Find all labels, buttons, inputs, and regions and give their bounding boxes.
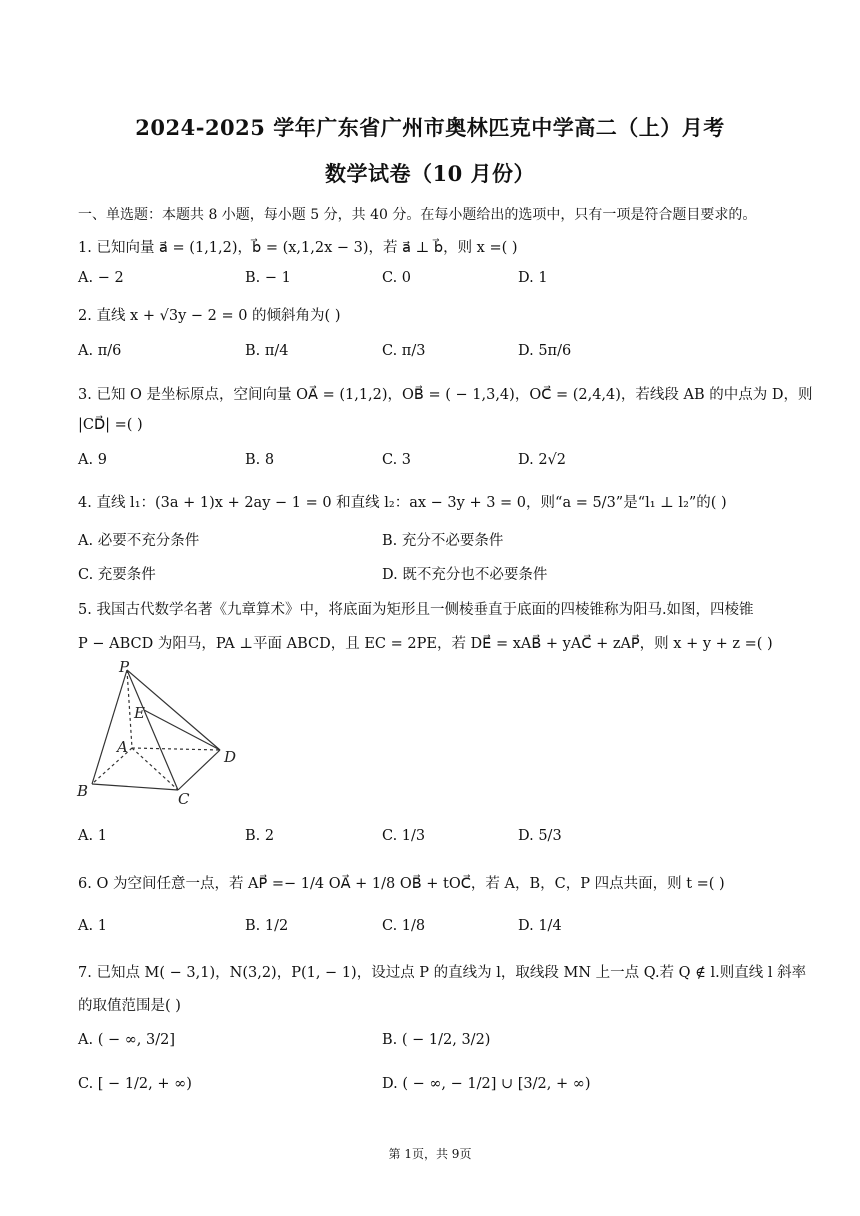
question-5-stem-line-1: 5. 我国古代数学名著《九章算术》中，将底面为矩形且一侧棱垂直于底面的四棱锥称为阳马.如图，四棱锥 xyxy=(78,602,754,618)
edge-ac xyxy=(132,748,178,790)
question-7-stem-line-1: 7. 已知点 M( − 3,1)，N(3,2)，P(1, − 1)，设过点 P 的直线为 l，取线段 MN 上一点 Q.若 Q ∉ l.则直线 l 斜率 xyxy=(78,965,807,981)
label-p: P xyxy=(119,660,130,676)
question-3-stem-line-2: |CD⃗| =( ) xyxy=(78,417,143,433)
page-footer: 第 1页，共 9页 xyxy=(388,1147,472,1161)
q2-option-d: D. 5π/6 xyxy=(518,343,572,359)
q4-option-b: B. 充分不必要条件 xyxy=(382,533,504,549)
q7-option-b: B. ( − 1/2, 3/2) xyxy=(382,1032,491,1048)
question-3-stem-line-1: 3. 已知 O 是坐标原点，空间向量 OA⃗ = (1,1,2)，OB⃗ = ( − 1,3,4)，OC⃗ = (2,4,4)，若线段 AB 的中点为 D，则 xyxy=(78,387,813,403)
q2-option-c: C. π/3 xyxy=(382,343,426,359)
q7-option-c: C. [ − 1/2, + ∞) xyxy=(78,1076,192,1092)
q3-option-c: C. 3 xyxy=(382,452,412,468)
question-6-stem: 6. O 为空间任意一点，若 AP⃗ =− 1/4 OA⃗ + 1/8 OB⃗ + tOC⃗，若 A，B，C，P 四点共面，则 t =( ) xyxy=(78,876,725,892)
label-e: E xyxy=(134,704,145,722)
segment-ed xyxy=(144,710,220,750)
q1-option-b: B. − 1 xyxy=(245,270,291,286)
q4-option-d: D. 既不充分也不必要条件 xyxy=(382,567,548,583)
q3-option-b: B. 8 xyxy=(245,452,275,468)
question-5-stem-line-2: P − ABCD 为阳马，PA ⊥平面 ABCD，且 EC = 2PE，若 DE⃗ = xAB⃗ + yAC⃗ + zAP⃗，则 x + y + z =( ) xyxy=(78,636,773,652)
q4-option-a: A. 必要不充分条件 xyxy=(78,533,200,549)
label-b: B xyxy=(77,782,89,800)
q6-option-c: C. 1/8 xyxy=(382,918,426,934)
q6-option-a: A. 1 xyxy=(78,918,107,934)
edge-pc xyxy=(127,670,178,790)
q6-option-b: B. 1/2 xyxy=(245,918,289,934)
label-d: D xyxy=(224,748,237,766)
question-1-stem: 1. 已知向量 a⃗ = (1,1,2)，b⃗ = (x,1,2x − 3)，若 a⃗ ⊥ b⃗，则 x =( ) xyxy=(78,240,518,256)
q6-option-d: D. 1/4 xyxy=(518,918,562,934)
q3-option-d: D. 2√2 xyxy=(518,452,567,468)
q1-option-c: C. 0 xyxy=(382,270,412,286)
edge-pb xyxy=(92,670,127,784)
question-4-stem: 4. 直线 l₁：(3a + 1)x + 2ay − 1 = 0 和直线 l₂：ax − 3y + 3 = 0，则“a = 5/3”是“l₁ ⊥ l₂”的( ) xyxy=(78,495,727,511)
title-line-2: 数学试卷（10 月份） xyxy=(324,161,536,186)
q1-option-d: D. 1 xyxy=(518,270,548,286)
section-heading: 一、单选题：本题共 8 小题，每小题 5 分，共 40 分。在每小题给出的选项中，只有一项是符合题目要求的。 xyxy=(78,207,757,223)
q4-option-c: C. 充要条件 xyxy=(78,567,156,583)
q2-option-b: B. π/4 xyxy=(245,343,289,359)
edge-bc xyxy=(92,784,178,790)
q7-option-d: D. ( − ∞, − 1/2] ∪ [3/2, + ∞) xyxy=(382,1076,591,1092)
label-c: C xyxy=(178,790,190,808)
pyramid-figure xyxy=(70,660,250,810)
q2-option-a: A. π/6 xyxy=(78,343,122,359)
edge-cd xyxy=(178,750,220,790)
question-7-stem-line-2: 的取值范围是( ) xyxy=(78,998,181,1014)
q3-option-a: A. 9 xyxy=(78,452,107,468)
q7-option-a: A. ( − ∞, 3/2] xyxy=(78,1032,176,1048)
q5-option-b: B. 2 xyxy=(245,828,275,844)
title-line-1: 2024-2025 学年广东省广州市奥林匹克中学高二（上）月考 xyxy=(135,115,725,140)
q5-option-c: C. 1/3 xyxy=(382,828,426,844)
q5-option-a: A. 1 xyxy=(78,828,107,844)
question-2-stem: 2. 直线 x + √3y − 2 = 0 的倾斜角为( ) xyxy=(78,308,341,324)
q5-option-d: D. 5/3 xyxy=(518,828,562,844)
label-a: A xyxy=(117,738,128,756)
q1-option-a: A. − 2 xyxy=(78,270,124,286)
edge-ad xyxy=(132,748,220,750)
edge-pa xyxy=(127,670,132,748)
